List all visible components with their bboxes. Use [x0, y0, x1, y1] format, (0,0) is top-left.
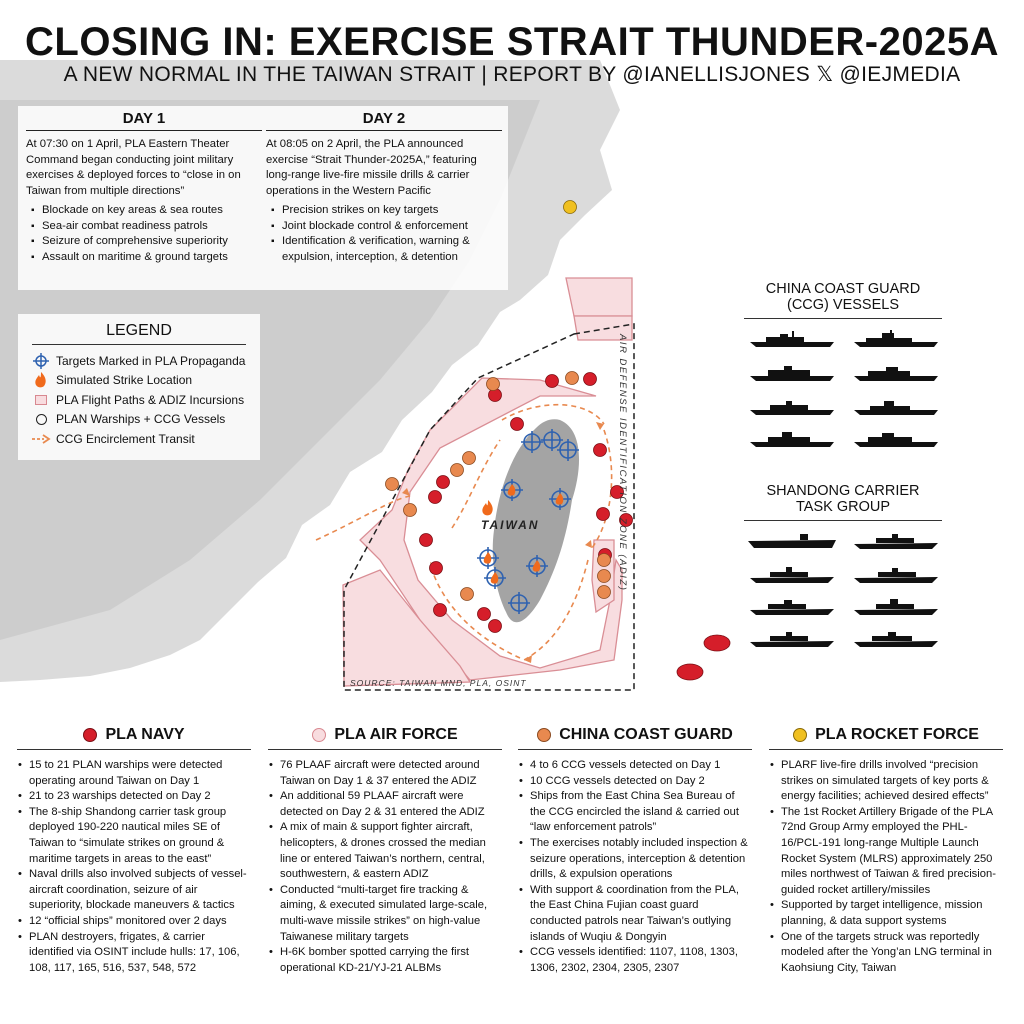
ccg-title-line2: (CCG) VESSELS: [787, 297, 899, 313]
day2-panel: [266, 110, 502, 265]
pla-air-force-list: [268, 758, 502, 976]
legend-item-flight-paths: [18, 390, 260, 410]
warship-icon: [852, 630, 940, 648]
list-item: • 12 “official ships” monitored over 2 days: [17, 914, 251, 930]
ccg-ship-icon: [748, 330, 836, 348]
list-item: • The 8-ship Shandong carrier task group deployed 190-220 nautical miles SE of Taiwan to “simulate strikes on ground & maritime targets in areas to the east”: [17, 805, 251, 867]
column-title: CHINA COAST GUARD: [559, 726, 733, 743]
legend-label: Targets Marked in PLA Propaganda: [56, 353, 246, 368]
plarf-strike-marker: [564, 201, 577, 214]
pla-navy-list: [17, 758, 251, 976]
pink-square-icon: [35, 395, 47, 405]
list-item: ▪ Assault on maritime & ground targets: [26, 250, 262, 266]
ccg-panel-title: [744, 281, 942, 319]
carrier-title-line2: TASK GROUP: [796, 499, 890, 515]
legend-label: PLAN Warships + CCG Vessels: [56, 412, 226, 427]
source-note: SOURCE: TAIWAN MND, PLA, OSINT: [350, 678, 527, 688]
legend-label: PLA Flight Paths & ADIZ Incursions: [56, 392, 245, 407]
list-item: • An additional 59 PLAAF aircraft were detected on Day 2 & 31 entered the ADIZ: [268, 789, 502, 820]
warship-icon: [852, 598, 940, 616]
list-item: ▪ Blockade on key areas & sea routes: [26, 203, 262, 219]
carrier-ship-grid: [748, 532, 944, 652]
list-item: ▪ Identification & verification, warning & expulsion, interception, & detention: [266, 234, 502, 265]
day1-panel: [26, 110, 262, 265]
carrier-title-line1: SHANDONG CARRIER: [766, 483, 920, 499]
pla-navy-header: [17, 726, 251, 750]
day1-text: At 07:30 on 1 April, PLA Eastern Theater Command began conducting joint military exercises & deployed forces to “close in on Taiwan from multiple directions”: [26, 138, 241, 197]
yellow-dot-icon: [793, 728, 807, 742]
warship-icon: [748, 566, 836, 584]
legend-item-targets: [18, 351, 260, 371]
legend-item-strike: [18, 371, 260, 391]
warship-icon: [748, 630, 836, 648]
list-item: • Conducted “multi-target fire tracking & aiming, & executed simulated large-scale, multi-wave missile strikes” on high-value Taiwanese military targets: [268, 883, 502, 945]
ccg-ship-grid: [748, 330, 944, 450]
warship-icon: [852, 566, 940, 584]
carrier-group-marker: [704, 635, 730, 651]
red-dot-icon: [83, 728, 97, 742]
ccg-ship-icon: [748, 430, 836, 448]
list-item: • 76 PLAAF aircraft were detected around Taiwan on Day 1 & 37 entered the ADIZ: [268, 758, 502, 789]
china-coast-guard-header: [518, 726, 752, 750]
warship-icon: [852, 532, 940, 550]
legend-item-warships: [18, 410, 260, 430]
day2-list: [266, 203, 502, 265]
list-item: • 4 to 6 CCG vessels detected on Day 1: [518, 758, 752, 774]
ccg-ship-icon: [748, 364, 836, 382]
flame-icon: [30, 372, 52, 388]
flight-path-north: [566, 278, 632, 316]
column-title: PLA AIR FORCE: [334, 726, 458, 743]
list-item: ▪ Sea-air combat readiness patrols: [26, 219, 262, 235]
crosshair-icon: [30, 353, 52, 369]
circle-icon: [36, 414, 47, 425]
list-item: • With support & coordination from the PLA, the East China Fujian coast guard conducted patrols near Taiwan’s outlying islands of Wuqiu & Dongyin: [518, 883, 752, 945]
pla-rocket-force-header: [769, 726, 1003, 750]
aircraft-carrier-icon: [748, 532, 836, 550]
day1-title: DAY 1: [26, 110, 262, 131]
list-item: ▪ Seizure of comprehensive superiority: [26, 234, 262, 250]
legend-label: CCG Encirclement Transit: [56, 431, 195, 446]
ccg-ship-icon: [852, 430, 940, 448]
page-subtitle: A NEW NORMAL IN THE TAIWAN STRAIT | REPORT BY @IANELLISJONES 𝕏 @IEJMEDIA: [63, 63, 961, 86]
list-item: ▪ Precision strikes on key targets: [266, 203, 502, 219]
pla-rocket-force-column: [769, 726, 1003, 976]
ccg-ship-icon: [852, 398, 940, 416]
legend-label: Simulated Strike Location: [56, 373, 193, 388]
list-item: • A mix of main & support fighter aircraft, helicopters, & drones crossed the median line or entered Taiwan’s northern, central, southwestern, & eastern ADIZ: [268, 820, 502, 882]
pla-air-force-column: [268, 726, 502, 976]
carrier-group-marker-2: [677, 664, 703, 680]
legend: [18, 314, 260, 460]
list-item: • 10 CCG vessels detected on Day 2: [518, 774, 752, 790]
warship-icon: [748, 598, 836, 616]
ccg-title-line1: CHINA COAST GUARD: [765, 281, 921, 297]
pink-dot-icon: [312, 728, 326, 742]
list-item: • PLARF live-fire drills involved “precision strikes on simulated targets of key ports & energy facilities; achieved desired effects”: [769, 758, 1003, 805]
day2-title: DAY 2: [266, 110, 502, 131]
list-item: • 15 to 21 PLAN warships were detected operating around Taiwan on Day 1: [17, 758, 251, 789]
ccg-ship-icon: [852, 330, 940, 348]
list-item: • The exercises notably included inspection & seizure operations, interception & detention drills, & expulsion operations: [518, 836, 752, 883]
column-title: PLA NAVY: [105, 726, 185, 743]
list-item: • Naval drills also involved subjects of vessel-aircraft coordination, seizure of air superiority, blockade maneuvers & tactics: [17, 867, 251, 914]
taiwan-label: TAIWAN: [481, 518, 540, 532]
day2-text: At 08:05 on 2 April, the PLA announced exercise “Strait Thunder-2025A,” featuring long-range live-fire missile drills & carrier operations in the Western Pacific: [266, 138, 477, 197]
orange-dot-icon: [537, 728, 551, 742]
list-item: • H-6K bomber spotted carrying the first operational KD-21/YJ-21 ALBMs: [268, 945, 502, 976]
page-title: CLOSING IN: EXERCISE STRAIT THUNDER-2025A: [25, 20, 999, 64]
ccg-ship-icon: [748, 398, 836, 416]
list-item: • Supported by target intelligence, mission planning, & data support systems: [769, 898, 1003, 929]
pla-navy-column: [17, 726, 251, 976]
pla-air-force-header: [268, 726, 502, 750]
legend-title: LEGEND: [32, 322, 246, 345]
day1-list: [26, 203, 262, 265]
ccg-ship-icon: [852, 364, 940, 382]
list-item: • PLAN destroyers, frigates, & carrier identified via OSINT include hulls: 17, 106, 108, 117, 165, 516, 537, 548, 572: [17, 930, 251, 977]
china-coast-guard-column: [518, 726, 752, 976]
legend-item-ccg-transit: [18, 429, 260, 449]
china-coast-guard-list: [518, 758, 752, 976]
list-item: • 21 to 23 warships detected on Day 2: [17, 789, 251, 805]
list-item: • The 1st Rocket Artillery Brigade of the PLA 72nd Group Army employed the PHL-16/PCL-191 long-range Multiple Launch Rocket System (MLRS) approximately 250 miles northwest of Taiwan & fired precision-guided rocket artillery/missiles: [769, 805, 1003, 899]
list-item: • CCG vessels identified: 1107, 1108, 1303, 1306, 2302, 2304, 2305, 2307: [518, 945, 752, 976]
list-item: • One of the targets struck was reportedly modeled after the Yong’an LNG terminal in Kaohsiung City, Taiwan: [769, 930, 1003, 977]
adiz-label: AIR DEFENSE IDENTIFICATION ZONE (ADIZ): [617, 334, 628, 592]
dashed-arrow-icon: [30, 431, 52, 447]
transit-inner: [452, 440, 500, 528]
column-title: PLA ROCKET FORCE: [815, 726, 979, 743]
list-item: ▪ Joint blockade control & enforcement: [266, 219, 502, 235]
list-item: • Ships from the East China Sea Bureau of the CCG encircled the island & carried out “law enforcement patrols”: [518, 789, 752, 836]
pla-rocket-force-list: [769, 758, 1003, 976]
carrier-panel-title: [744, 483, 942, 521]
